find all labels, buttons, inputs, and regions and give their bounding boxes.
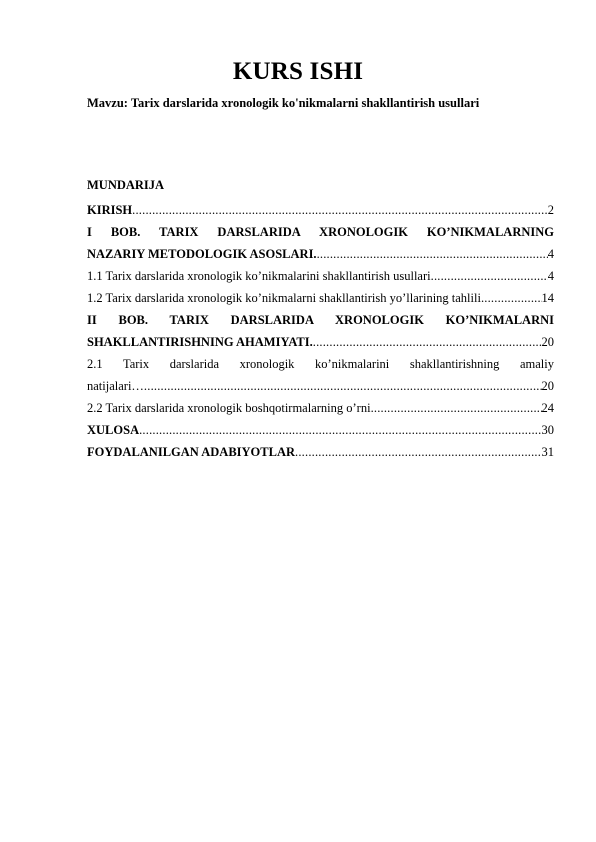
toc-entry-text: SHAKLLANTIRISHNING AHAMIYATI. [87,335,313,349]
table-of-contents [87,199,554,463]
toc-heading: MUNDARIJA [87,178,165,192]
toc-leader-dots [295,441,541,463]
toc-leader-dots [317,243,548,265]
toc-leader-dots [132,199,548,221]
toc-leader-dots [371,397,542,419]
toc-entry-text: natijalari… [87,379,144,393]
toc-entry-text: 2.2 Tarix darslarida xronologik boshqotirmalarning o’rni [87,401,371,415]
toc-entry-xulosa [87,419,554,441]
toc-leader-dots [431,265,548,287]
toc-page-number: 14 [541,291,554,305]
toc-entry-kirish [87,199,554,221]
toc-entry-1-1 [87,265,554,287]
toc-page-number: 2 [547,203,554,217]
toc-entry-text: 1.1 Tarix darslarida xronologik ko’nikmalarini shakllantirish usullari [87,269,431,283]
toc-page-number: 30 [541,423,554,437]
toc-entry-2-1-line2 [87,375,554,397]
toc-entry-text: NAZARIY METODOLOGIK ASOSLARI. [87,247,317,261]
toc-entry-text: FOYDALANILGAN ADABIYOTLAR [87,445,296,459]
toc-entry-1-2 [87,287,554,309]
toc-leader-dots [144,375,542,397]
toc-entry-2-1-line1: 2.1 Tarix darslarida xronologik ko’nikmalarini shakllantirishning amaliy [87,357,554,371]
toc-page-number: 31 [541,445,554,459]
toc-leader-dots [481,287,542,309]
toc-entry-text: KIRISH [87,203,133,217]
toc-entry-adabiyotlar [87,441,554,463]
toc-leader-dots [313,331,542,353]
toc-entry-bob1-line2 [87,243,554,265]
toc-page-number: 4 [547,269,554,283]
toc-page-number: 20 [541,335,554,349]
toc-entry-2-2 [87,397,554,419]
document-title: KURS ISHI [232,58,364,85]
toc-page-number: 24 [541,401,554,415]
toc-page-number: 20 [541,379,554,393]
toc-entry-bob1-line1: I BOB. TARIX DARSLARIDA XRONOLOGIK KO’NIKMALARNING [87,225,554,239]
toc-entry-bob2-line2 [87,331,554,353]
toc-entry-text: 1.2 Tarix darslarida xronologik ko’nikmalarni shakllantirish yo’llarining tahlili [87,291,481,305]
document-subtitle: Mavzu: Tarix darslarida xronologik ko'nikmalarni shakllantirish usullari [87,96,480,110]
toc-entry-bob2-line1: II BOB. TARIX DARSLARIDA XRONOLOGIK KO’NIKMALARNI [87,313,554,327]
toc-page-number: 4 [547,247,554,261]
toc-leader-dots [139,419,541,441]
toc-entry-text: XULOSA [87,423,140,437]
